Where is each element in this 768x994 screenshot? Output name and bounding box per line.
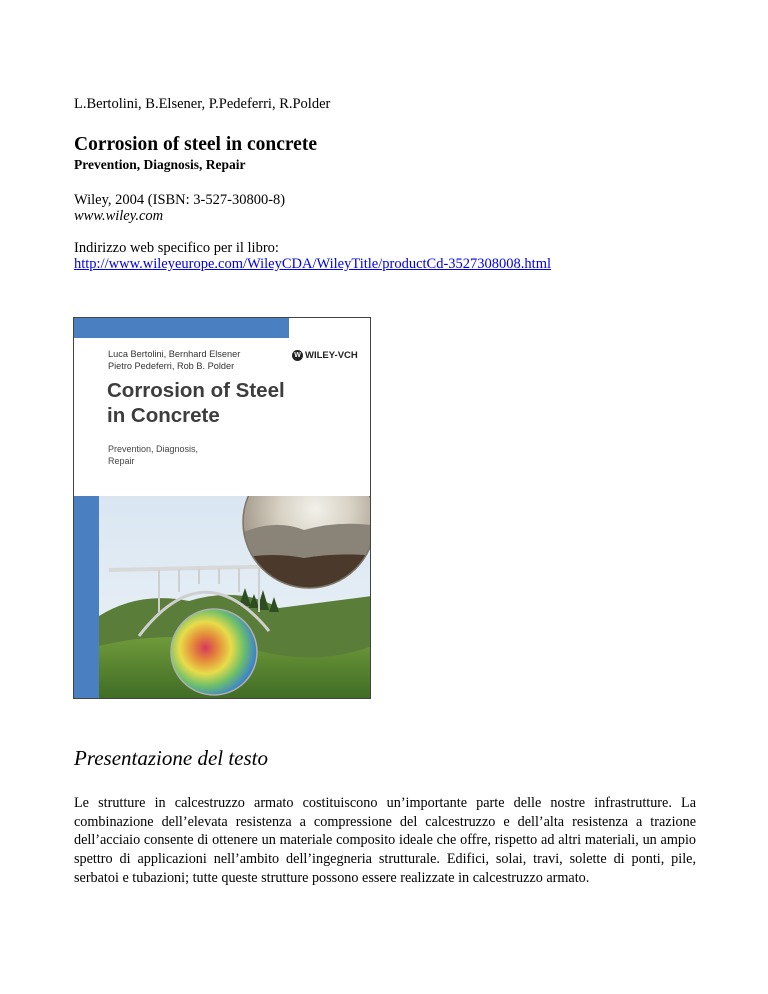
cover-title-line1: Corrosion of Steel [107, 379, 285, 402]
cover-top-bar [74, 318, 289, 338]
cover-subtitle [108, 444, 198, 467]
publisher-logo [292, 350, 358, 361]
book-subtitle: Prevention, Diagnosis, Repair [74, 157, 246, 172]
publisher-site: www.wiley.com [74, 208, 164, 224]
cover-subtitle-line2: Repair [108, 455, 135, 466]
book-authors: L.Bertolini, B.Elsener, P.Pedeferri, R.Polder [74, 96, 331, 112]
cover-subtitle-line1: Prevention, Diagnosis, [108, 444, 199, 454]
cover-authors-line1: Luca Bertolini, Bernhard Elsener [108, 349, 241, 359]
web-address-label: Indirizzo web specifico per il libro: [74, 240, 279, 256]
cover-authors [108, 348, 240, 372]
publisher-logo-text: WILEY-VCH [305, 350, 358, 361]
section-paragraph: Le strutture in calcestruzzo armato costituiscono un’importante parte delle nostre infrastrutture. La combinazione dell’elevata resistenza a compressione del calcestruzzo e dell’alta resistenza a trazione dell’acciaio consente di ottenere un materiale composito ideale che offre, rispetto ad altri materiali, un ampio spettro di applicazioni nell’ambito dell’ingegneria strutturale. Edifici, solai, travi, solette di ponti, pile, serbatoi e tubazioni; tutte queste strutture possono essere realizzate in calcestruzzo armato. [74, 795, 696, 886]
book-web-link[interactable]: http://www.wileyeurope.com/WileyCDA/WileyTitle/productCd-3527308008.html [74, 256, 552, 272]
cover-photo-svg [99, 496, 371, 699]
cover-potential-map [171, 609, 257, 695]
book-cover-image [73, 317, 371, 699]
book-title: Corrosion of steel in concrete [74, 134, 317, 155]
cover-title [107, 378, 285, 428]
publisher-line: Wiley, 2004 (ISBN: 3-527-30800-8) [74, 192, 286, 208]
section-heading: Presentazione del testo [74, 746, 269, 770]
cover-photo-collage [99, 496, 371, 699]
wiley-logo-icon: W [292, 350, 303, 361]
cover-authors-line2: Pietro Pedeferri, Rob B. Polder [108, 361, 235, 371]
cover-side-bar [74, 496, 99, 699]
cover-title-line2: in Concrete [107, 404, 220, 427]
